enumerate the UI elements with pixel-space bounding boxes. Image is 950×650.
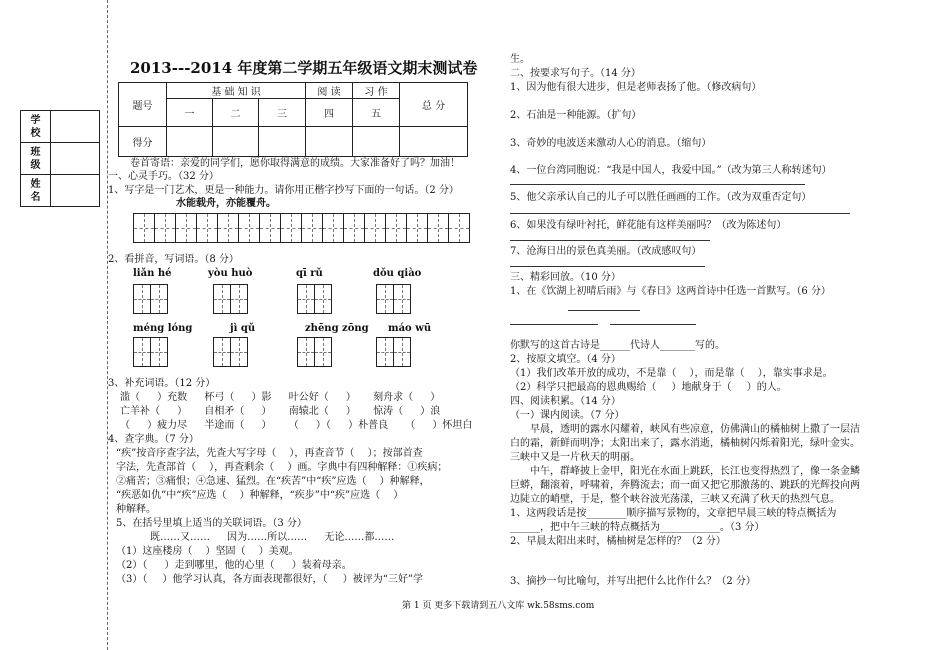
pinyin-box-4[interactable] [376, 284, 410, 314]
pinyin-7: zhēng zōng [305, 323, 369, 334]
score-cell-2[interactable] [213, 127, 259, 157]
binding-dash-line [107, 0, 108, 650]
q5-options: 既……又…… 因为……所以…… 无论……都…… [150, 532, 395, 543]
r-q3: 3、奇妙的电波送来激动人心的消息。（缩句） [510, 138, 712, 149]
r-q8: 1、在《饮湖上初晴后雨》与《春日》这两首诗中任选一首默写。（6 分） [510, 286, 831, 297]
score-cell-3[interactable] [259, 127, 306, 157]
school-label: 学 校 [21, 111, 51, 143]
name-label: 姓 名 [21, 175, 51, 207]
q3-line-2: 亡羊补（ ） 自相矛（ ） 南辕北（ ） 惊涛（ ）浪 [120, 406, 441, 417]
col-5: 五 [353, 99, 400, 127]
r-continued: 生。 [510, 54, 530, 65]
q1-sentence: 水能载舟，亦能覆舟。 [176, 198, 276, 209]
pinyin-box-3[interactable] [297, 284, 331, 314]
q4-line-2: 字法，先查部首（ ），再查剩余（ ）画。字典中有四种解释：①疾病； [116, 462, 448, 473]
q2-prompt: 2、看拼音，写词语。（8 分） [108, 254, 239, 265]
q3-line-3: （ ）疲力尽 半途而（ ） （ ）（ ）朴普良 （ ）怀坦白 [120, 420, 473, 431]
r-q7: 7、沧海日出的景色真美丽。（改成感叹句） [510, 246, 702, 257]
passage-1-line-2: 白的霜，新鲜而明净；太阳出来了，露水消逝，橘柚树闪烁着阳光，绿叶金实。 [510, 438, 860, 449]
q4-line-3: ②痛苦；③痛恨；④急速、猛烈。在“疾苦”中“疾”应选（ ）种解释， [116, 476, 430, 487]
section-2-heading: 二、按要求写句子。（14 分） [510, 68, 641, 79]
r-q9: 你默写的这首古诗是______代诗人_______写的。 [510, 340, 725, 351]
r-q12: （2）科学只把最高的恩典赐给（ ）地献身于（ ）的人。 [510, 382, 787, 393]
r-q11: （1）我们改革开放的成功，不是靠（ ），而是靠（ ），靠实事求是。 [510, 368, 833, 379]
greeting: 卷首寄语：亲爱的同学们，愿你取得满意的成绩。大家准备好了吗？加油！ [130, 158, 460, 169]
class-label: 班 级 [21, 143, 51, 175]
r-q4: 4、一位台湾同胞说：“我是中国人，我爱中国。”（改为第三人称转述句） [510, 165, 832, 176]
pinyin-box-7[interactable] [297, 337, 331, 367]
writing-grid[interactable] [133, 213, 469, 243]
r-q1: 1、因为他有很大进步，但是老师表扬了他。（修改病句） [510, 82, 762, 93]
r-q16: 2、早晨太阳出来时，橘柚树是怎样的？（2 分） [510, 536, 726, 547]
r-q13: （一）课内阅读。（7 分） [510, 410, 625, 421]
page-footer: 第 1 页 更多下载请到五八文库 wk.58sms.com [402, 601, 595, 611]
q4-prompt: 4、查字典。（7 分） [108, 434, 199, 445]
col-2: 二 [213, 99, 259, 127]
answer-line-7[interactable] [510, 266, 705, 267]
score-table [118, 82, 468, 157]
score-cell-4[interactable] [306, 127, 353, 157]
poem-line-2[interactable] [510, 324, 598, 325]
q1-prompt: 1、写字是一门艺术，更是一种能力。请你用正楷字抄写下面的一句话。（2 分） [108, 185, 459, 196]
group-writing: 习 作 [353, 83, 400, 99]
passage-2-line-2: 巨蟒，翻滚着，呼啸着，奔腾流去；而一面又把它那激荡的、跳跃的光辉投向两 [510, 480, 860, 491]
group-basic: 基 础 知 识 [167, 83, 306, 99]
pinyin-4: dǒu qiào [373, 268, 422, 279]
r-q15: ______，把中午三峡的特点概括为____________。（3 分） [510, 522, 765, 533]
answer-line-4[interactable] [510, 184, 805, 185]
pinyin-box-5[interactable] [133, 337, 167, 367]
passage-1-line-1: 早晨，透明的露水闪耀着，峡风有些凉意，仿佛满山的橘柚树上撒了一层洁 [530, 424, 860, 435]
section-3-heading: 三、精彩回放。（10 分） [510, 272, 621, 283]
row-label: 题号 [119, 83, 167, 127]
class-field[interactable] [51, 143, 100, 175]
col-3: 三 [259, 99, 306, 127]
r-q5: 5、他父亲承认自己的儿子可以胜任画画的工作。（改为双重否定句） [510, 192, 812, 203]
total-label: 总 分 [400, 83, 468, 127]
section-4-heading: 四、阅读积累。（14 分） [510, 396, 621, 407]
r-q17: 3、摘抄一句比喻句，并写出把什么比作什么？（2 分） [510, 576, 756, 587]
group-reading: 阅 读 [306, 83, 353, 99]
col-1: 一 [167, 99, 213, 127]
r-q10: 2、按原文填空。（4 分） [510, 354, 621, 365]
name-field[interactable] [51, 175, 100, 207]
q4-line-5: 种解释。 [116, 504, 156, 515]
q5-prompt: 5、在括号里填上适当的关联词语。（3 分） [116, 518, 307, 529]
pinyin-box-1[interactable] [133, 284, 167, 314]
answer-line-6[interactable] [510, 240, 710, 241]
pinyin-6: jì qǔ [230, 323, 256, 334]
school-field[interactable] [51, 111, 100, 143]
poem-line-3[interactable] [610, 324, 696, 325]
passage-1-line-3: 三峡中又是一片秋天的明丽。 [510, 452, 640, 463]
r-q6: 6、如果没有绿叶衬托，鲜花能有这样美丽吗？（改为陈述句） [510, 220, 787, 231]
section-1-heading: 一、心灵手巧。（32 分） [108, 171, 219, 182]
poem-line-1[interactable] [568, 310, 640, 311]
pinyin-box-2[interactable] [213, 284, 247, 314]
exam-title: 2013---2014 年度第二学期五年级语文期末测试卷 [130, 59, 478, 77]
pinyin-box-6[interactable] [213, 337, 247, 367]
passage-2-line-1: 中午，群峰披上金甲，阳光在水面上跳跃，长江也变得热烈了，像一条金鳞 [530, 466, 860, 477]
q3-prompt: 3、补充词语。（12 分） [108, 378, 216, 389]
q4-line-4: “疾恶如仇”中“疾”应选（ ）种解释，“疾步”中“疾”应选（ ） [116, 490, 404, 501]
pinyin-box-8[interactable] [376, 337, 410, 367]
q5-line-3: （3）（ ）他学习认真，各方面表现都很好，（ ）被评为“三好”学 [116, 574, 423, 585]
score-label: 得分 [119, 127, 167, 157]
passage-2-line-3: 边陡立的峭壁，于是，整个峡谷波光荡漾，三峡又充满了秋天的热烈气息。 [510, 494, 840, 505]
q3-line-1: 滥（ ）充数 杯弓（ ）影 叶公好（ ） 刻舟求（ ） [120, 392, 441, 403]
score-cell-1[interactable] [167, 127, 213, 157]
q5-line-1: （1）这座楼房（ ）坚固（ ）美观。 [116, 546, 299, 557]
q5-line-2: （2）（ ）走到哪里，他的心里（ ）装着母亲。 [116, 560, 352, 571]
pinyin-8: máo wū [388, 323, 432, 334]
pinyin-2: yòu huò [208, 268, 253, 279]
r-q14: 1、这两段话是按________顺序描写景物的，文章把早晨三峡的特点概括为 [510, 508, 837, 519]
score-cell-5[interactable] [353, 127, 400, 157]
student-info-table [20, 110, 100, 207]
pinyin-3: qī rǔ [296, 268, 323, 279]
pinyin-1: liǎn hé [133, 268, 172, 279]
score-cell-total[interactable] [400, 127, 468, 157]
r-q2: 2、石油是一种能源。（扩句） [510, 110, 642, 121]
col-4: 四 [306, 99, 353, 127]
answer-line-5[interactable] [510, 213, 850, 214]
q4-line-1: “疾”按音序查字法，先查大写字母（ ），再查音节（ ）；按部首查 [116, 448, 423, 459]
pinyin-5: méng lóng [133, 323, 193, 334]
